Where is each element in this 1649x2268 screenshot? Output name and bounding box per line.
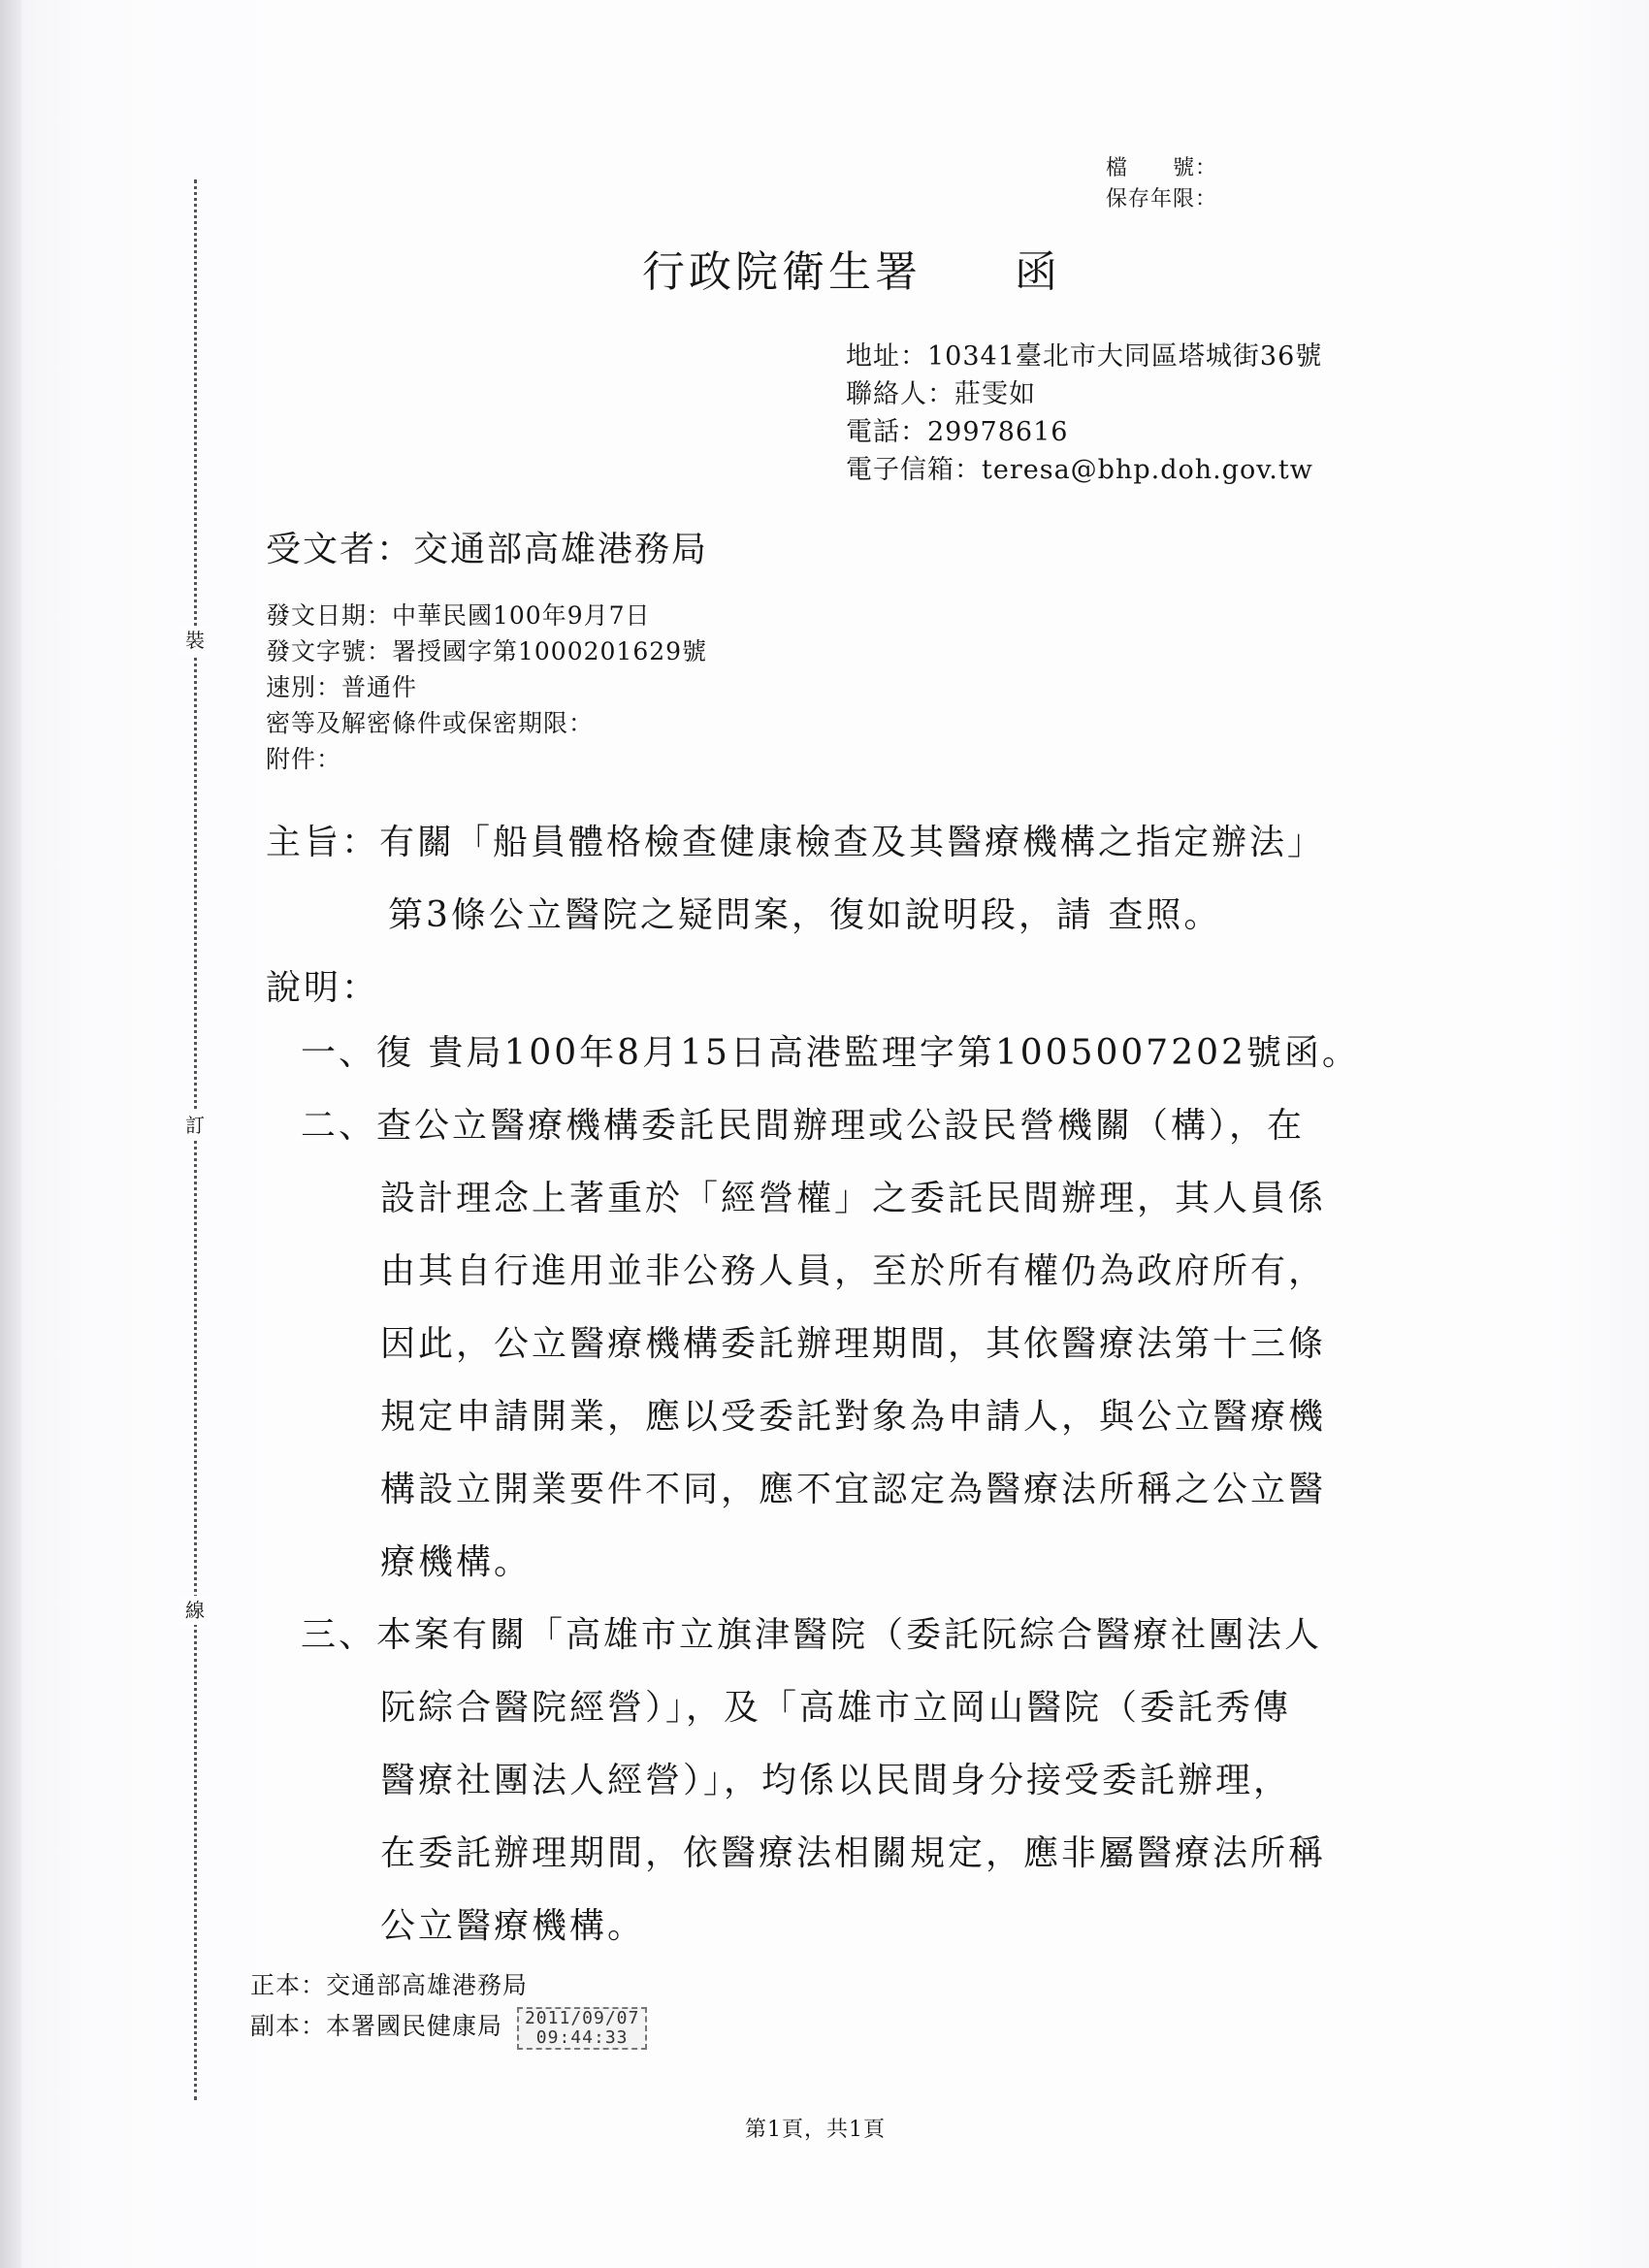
explanation-label: 說明： [266,968,380,1008]
item-3-line-2: 阮綜合醫院經營）」，及「高雄市立岡山醫院（委託秀傳 [380,1688,1292,1728]
attachments: 附件： [266,745,342,773]
document-number: 發文字號：署授國字第1000201629號 [266,637,708,665]
item-3-line-3: 醫療社團法人經營）」，均係以民間身分接受委託辦理， [380,1761,1292,1800]
binding-mark-xian: 線 [180,1596,210,1625]
copies-block [250,1965,647,2050]
speed-class: 速別：普通件 [266,673,418,701]
document-title: 行政院衛生署 函 [642,247,1061,297]
sender-phone: 電話：29978616 [846,417,1069,447]
item-2-line-4: 因此，公立醫療機構委託辦理期間，其依醫療法第十三條 [380,1324,1327,1364]
item-2-line-7: 療機構。 [380,1542,533,1582]
retention-label: 保存年限： [1106,187,1218,211]
sender-address: 地址：10341臺北市大同區塔城街36號 [846,341,1323,372]
item-2-line-6: 構設立開業要件不同，應不宜認定為醫療法所稱之公立醫 [380,1470,1327,1509]
subject-line-2: 第3條公立醫院之疑問案，復如說明段，請 查照。 [388,895,1222,935]
item-1-line-1: 一、復 貴局100年8月15日高港監理字第1005007202號函。 [301,1033,1360,1073]
scan-left-edge [0,0,21,2268]
page-footer: 第1頁，共1頁 [745,2118,886,2142]
issue-date: 發文日期：中華民國100年9月7日 [266,601,651,630]
receipt-stamp [517,2007,647,2050]
recipient: 受文者：交通部高雄港務局 [266,530,709,569]
file-number-label: 檔 號： [1106,156,1218,180]
meta-block [266,598,707,777]
item-3-line-5: 公立醫療機構。 [380,1906,646,1946]
item-2-line-5: 規定申請開業，應以受委託對象為申請人，與公立醫療機 [380,1397,1327,1437]
stamp-time: 09:44:33 [535,2026,629,2048]
sender-contact: 聯絡人：莊雯如 [846,379,1036,409]
secrecy-condition: 密等及解密條件或保密期限： [266,709,595,737]
cc-recipient [250,2006,647,2050]
binding-mark-ding: 訂 [180,1111,210,1140]
item-2-line-2: 設計理念上著重於「經營權」之委託民間辦理，其人員係 [380,1179,1327,1218]
item-3-line-4: 在委託辦理期間，依醫療法相關規定，應非屬醫療法所稱 [380,1833,1327,1873]
sender-email: 電子信箱：teresa@bhp.doh.gov.tw [846,455,1313,485]
cc-text: 副本：本署國民健康局 [250,2012,503,2040]
binding-line [194,179,197,2100]
item-2-line-3: 由其自行進用並非公務人員，至於所有權仍為政府所有， [380,1251,1327,1291]
subject-line-1: 主旨：有關「船員體格檢查健康檢查及其醫療機構之指定辦法」 [266,823,1326,862]
stamp-date: 2011/09/07 [524,2007,640,2028]
binding-mark-zhuang: 裝 [180,626,210,655]
item-2-line-1: 二、查公立醫療機構委託民間辦理或公設民營機關（構），在 [301,1106,1306,1146]
main-recipient: 正本：交通部高雄港務局 [250,1971,529,1999]
sender-block [846,338,1322,489]
item-3-line-1: 三、本案有關「高雄市立旗津醫院（委託阮綜合醫療社團法人 [301,1615,1323,1655]
